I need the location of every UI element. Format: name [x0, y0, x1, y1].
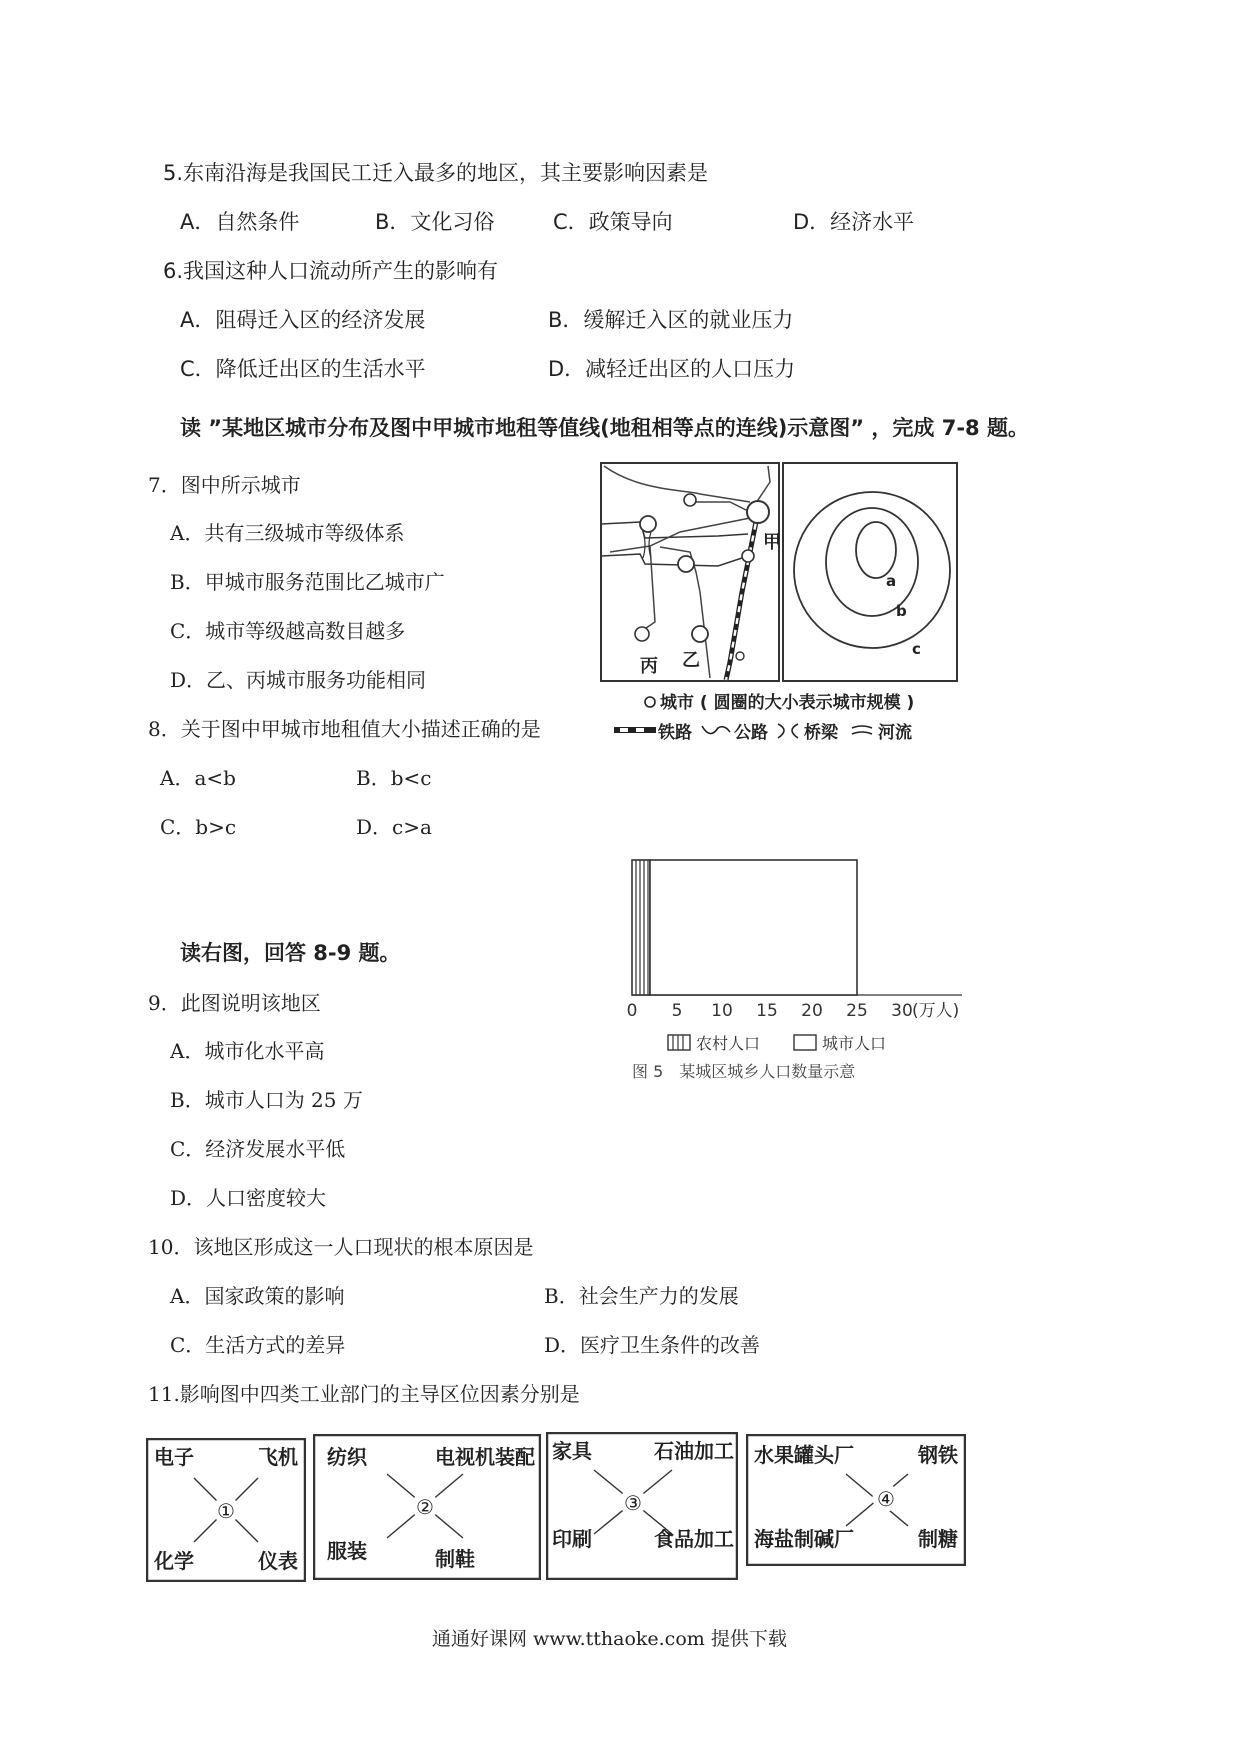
industry-box-1-number: ①: [217, 1499, 235, 1523]
x-tick-label: 15: [756, 1001, 778, 1021]
legend-rural-swatch: [668, 1035, 690, 1050]
legend-railway-dash: [636, 728, 644, 732]
bar-urban-population: [650, 860, 857, 995]
city-label-yi: 乙: [682, 650, 700, 671]
industry-box-3-top-right: 石油加工: [654, 1439, 734, 1463]
q5-option-c: C．政策导向: [553, 210, 673, 234]
q9-option-b: B．城市人口为 25 万: [170, 1088, 363, 1112]
chart-caption: 图 5 某城区城乡人口数量示意: [632, 1062, 856, 1081]
industry-box-4-bottom-right: 制糖: [918, 1527, 958, 1551]
q9-stem: 9．此图说明该地区: [148, 991, 321, 1015]
industry-box-2-bottom-left: 服装: [327, 1539, 367, 1563]
q6-option-c: C．降低迁出区的生活水平: [180, 357, 426, 381]
industry-box-3: [546, 1432, 738, 1580]
legend-city-icon: [645, 697, 655, 707]
q10-option-d: D．医疗卫生条件的改善: [544, 1333, 761, 1357]
industry-box-1-top-right: 飞机: [258, 1445, 298, 1469]
x-tick-label: 10: [711, 1001, 733, 1021]
q7-stem: 7．图中所示城市: [148, 473, 301, 497]
legend-bridge-icon: [778, 724, 798, 738]
bar-rural-population: [632, 860, 650, 995]
legend-city: 城市 ( 圆圈的大小表示城市规模 ): [660, 693, 915, 713]
legend-railway-dash: [620, 728, 628, 732]
contour-label-c: c: [912, 640, 921, 658]
x-tick-label: 5: [671, 1001, 683, 1021]
industry-box-2-top-right: 电视机装配: [435, 1445, 535, 1469]
road-line: [604, 466, 750, 502]
industry-box-3-top-left: 家具: [552, 1439, 592, 1463]
q7-option-b: B．甲城市服务范围比乙城市广: [170, 570, 445, 594]
q9-option-d: D．人口密度较大: [170, 1186, 327, 1210]
legend-bridge: 桥梁: [804, 723, 838, 743]
industry-box-1-svg: [146, 1438, 306, 1582]
industry-box-4-bottom-left: 海盐制碱厂: [754, 1527, 854, 1551]
industry-box-4: [746, 1434, 966, 1566]
city-map-svg: [600, 462, 960, 748]
city-circle: [742, 550, 754, 562]
industry-box-2: [313, 1434, 541, 1580]
q10-option-a: A．国家政策的影响: [170, 1284, 345, 1308]
industry-box-1-bottom-right: 仪表: [258, 1549, 298, 1573]
industry-box-3-svg: [546, 1432, 738, 1580]
legend-railway: 铁路: [658, 723, 692, 743]
industry-box-4-number: ④: [877, 1487, 895, 1511]
q9-option-a: A．城市化水平高: [170, 1039, 325, 1063]
legend-rural-label: 农村人口: [696, 1034, 761, 1053]
legend-river: 河流: [878, 723, 912, 743]
city-circle: [684, 494, 696, 506]
intro-8-9: 读右图，回答 8-9 题。: [180, 941, 401, 965]
q8-option-a: A．a<b: [160, 766, 236, 790]
x-tick-label: 30: [891, 1001, 913, 1021]
contour-c: [794, 492, 950, 648]
industry-box-2-top-left: 纺织: [327, 1445, 367, 1469]
q6-option-d: D．减轻迁出区的人口压力: [548, 357, 796, 381]
q10-stem: 10．该地区形成这一人口现状的根本原因是: [148, 1235, 534, 1259]
legend-road-icon: [702, 726, 730, 734]
q5-stem: 5.东南沿海是我国民工迁入最多的地区，其主要影响因素是: [163, 161, 709, 185]
legend-urban-label: 城市人口: [822, 1034, 887, 1053]
city-yi-circle: [692, 626, 708, 642]
q6-option-a: A．阻碍迁入区的经济发展: [180, 308, 426, 332]
industry-box-3-bottom-right: 食品加工: [654, 1527, 734, 1551]
city-circle: [678, 556, 694, 572]
q7-option-d: D．乙、丙城市服务功能相同: [170, 668, 427, 692]
bridge-symbol: [643, 532, 651, 558]
page-footer: 通通好课网 www.tthaoke.com 提供下载: [432, 1628, 787, 1650]
contour-b: [826, 508, 918, 616]
river-line: [601, 554, 748, 566]
contour-label-b: b: [896, 602, 907, 620]
x-tick-label: 0: [626, 1001, 638, 1021]
q10-option-b: B．社会生产力的发展: [544, 1284, 739, 1308]
chart-unit-label: (万人): [912, 1001, 960, 1021]
q6-stem: 6.我国这种人口流动所产生的影响有: [163, 259, 499, 283]
q6-option-b: B．缓解迁入区的就业压力: [548, 308, 794, 332]
road-line: [690, 502, 750, 512]
industry-box-4-top-right: 钢铁: [918, 1443, 958, 1467]
industry-box-2-svg: [313, 1434, 541, 1580]
q9-option-c: C．经济发展水平低: [170, 1137, 346, 1161]
x-tick-label: 20: [801, 1001, 823, 1021]
q8-option-d: D．c>a: [356, 815, 432, 839]
city-circle: [640, 516, 656, 532]
q8-stem: 8．关于图中甲城市地租值大小描述正确的是: [148, 717, 541, 741]
industry-box-3-bottom-left: 印刷: [552, 1527, 592, 1551]
population-chart: [610, 855, 980, 1090]
q7-option-a: A．共有三级城市等级体系: [170, 521, 405, 545]
industry-box-1: [146, 1438, 306, 1582]
city-label-bing: 丙: [640, 656, 658, 677]
industry-box-4-top-left: 水果罐头厂: [754, 1443, 854, 1467]
city-jia-circle: [747, 501, 769, 523]
city-label-jia: 甲: [763, 532, 781, 553]
contour-label-a: a: [886, 572, 897, 590]
legend-road: 公路: [734, 723, 768, 743]
industry-box-1-top-left: 电子: [154, 1445, 194, 1469]
industry-box-2-bottom-right: 制鞋: [435, 1547, 475, 1571]
contour-a: [856, 522, 896, 578]
q11-stem: 11.影响图中四类工业部门的主导区位因素分别是: [148, 1382, 580, 1406]
q5-option-d: D．经济水平: [793, 210, 915, 234]
industry-box-4-svg: [746, 1434, 966, 1566]
q10-option-c: C．生活方式的差异: [170, 1333, 346, 1357]
q7-option-c: C．城市等级越高数目越多: [170, 619, 406, 643]
legend-urban-swatch: [794, 1035, 816, 1050]
city-circle: [736, 652, 744, 660]
q8-option-c: C．b>c: [160, 815, 237, 839]
q8-option-b: B．b<c: [356, 766, 432, 790]
intro-7-8: 读 ”某地区城市分布及图中甲城市地租等值线(地租相等点的连线)示意图” ，完成 7-8 题。: [180, 416, 1029, 440]
industry-box-1-bottom-left: 化学: [154, 1549, 194, 1573]
river-line: [601, 522, 748, 538]
city-bing-circle: [635, 627, 649, 641]
industry-box-3-number: ③: [624, 1491, 642, 1515]
industry-box-2-number: ②: [416, 1495, 434, 1519]
city-map-figure: [600, 462, 960, 748]
q5-option-b: B．文化习俗: [375, 210, 495, 234]
legend-river-icon: [852, 726, 872, 734]
population-chart-svg: [610, 855, 980, 1090]
q5-option-a: A．自然条件: [180, 210, 300, 234]
x-tick-label: 25: [846, 1001, 868, 1021]
